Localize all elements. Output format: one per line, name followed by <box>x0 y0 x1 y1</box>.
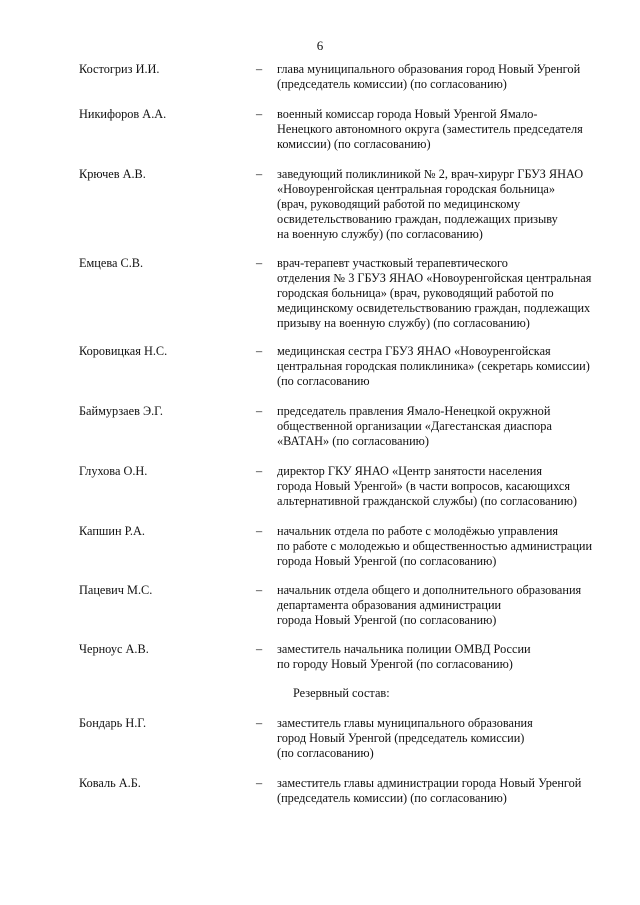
member-name: Коваль А.Б. <box>79 776 141 790</box>
member-role: начальник отдела по работе с молодёжью управления по работе с молодежью и общественностью администрации города Новый Уренгой (по согласованию) <box>277 524 593 568</box>
dash: – <box>256 642 263 656</box>
dash: – <box>256 107 263 121</box>
dash: – <box>256 404 263 418</box>
member-role: председатель правления Ямало-Ненецкой окружной общественной организации «Дагестанская диаспора «ВАТАН» (по согласованию) <box>277 404 552 448</box>
member-role: заместитель главы муниципального образования город Новый Уренгой (председатель комиссии) (по согласованию) <box>277 716 533 760</box>
member-name: Коровицкая Н.С. <box>79 344 168 358</box>
dash: – <box>256 167 263 181</box>
member-name: Емцева С.В. <box>79 256 144 270</box>
member-name: Крючев А.В. <box>79 167 146 181</box>
member-role: заместитель начальника полиции ОМВД России по городу Новый Уренгой (по согласованию) <box>277 642 531 671</box>
member-role: заместитель главы администрации города Новый Уренгой (председатель комиссии) (по согласованию) <box>277 776 582 805</box>
dash: – <box>256 716 263 730</box>
member-name: Капшин Р.А. <box>79 524 145 538</box>
member-role: военный комиссар города Новый Уренгой Ямало- Ненецкого автономного округа (заместитель председателя комиссии) (по согласованию) <box>277 107 583 151</box>
dash: – <box>256 62 263 76</box>
member-name: Глухова О.Н. <box>79 464 148 478</box>
member-name: Никифоров А.А. <box>79 107 167 121</box>
member-name: Костогриз И.И. <box>79 62 160 76</box>
reserve-heading: Резервный состав: <box>293 686 390 700</box>
member-name: Бондарь Н.Г. <box>79 716 147 730</box>
member-name: Баймурзаев Э.Г. <box>79 404 163 418</box>
member-name: Черноус А.В. <box>79 642 149 656</box>
dash: – <box>256 583 263 597</box>
dash: – <box>256 464 263 478</box>
member-role: медицинская сестра ГБУЗ ЯНАО «Новоуренгойская центральная городская поликлиника» (секретарь комиссии) (по согласованию <box>277 344 590 388</box>
member-role: глава муниципального образования город Новый Уренгой (председатель комиссии) (по согласованию) <box>277 62 581 91</box>
member-role: начальник отдела общего и дополнительного образования департамента образования администрации города Новый Уренгой (по согласованию) <box>277 583 582 627</box>
member-role: директор ГКУ ЯНАО «Центр занятости населения города Новый Уренгой» (в части вопросов, касающихся альтернативной гражданской службы) (по согласованию) <box>277 464 578 508</box>
dash: – <box>256 344 263 358</box>
dash: – <box>256 776 263 790</box>
member-role: заведующий поликлиникой № 2, врач-хирург ГБУЗ ЯНАО «Новоуренгойская центральная городская больница» (врач, руководящий работой по медицинскому освидетельствованию граждан, подлежащих призыву на военную службу) (по согласованию) <box>277 167 584 241</box>
page-number: 6 <box>316 38 324 53</box>
dash: – <box>256 256 263 270</box>
member-name: Пацевич М.С. <box>79 583 153 597</box>
member-role: врач-терапевт участковый терапевтического отделения № 3 ГБУЗ ЯНАО «Новоуренгойская центральная городская больница» (врач, руководящий работой по медицинскому освидетельствованию граждан, подлежащих призыву на военную службу) (по согласованию) <box>277 256 592 330</box>
dash: – <box>256 524 263 538</box>
